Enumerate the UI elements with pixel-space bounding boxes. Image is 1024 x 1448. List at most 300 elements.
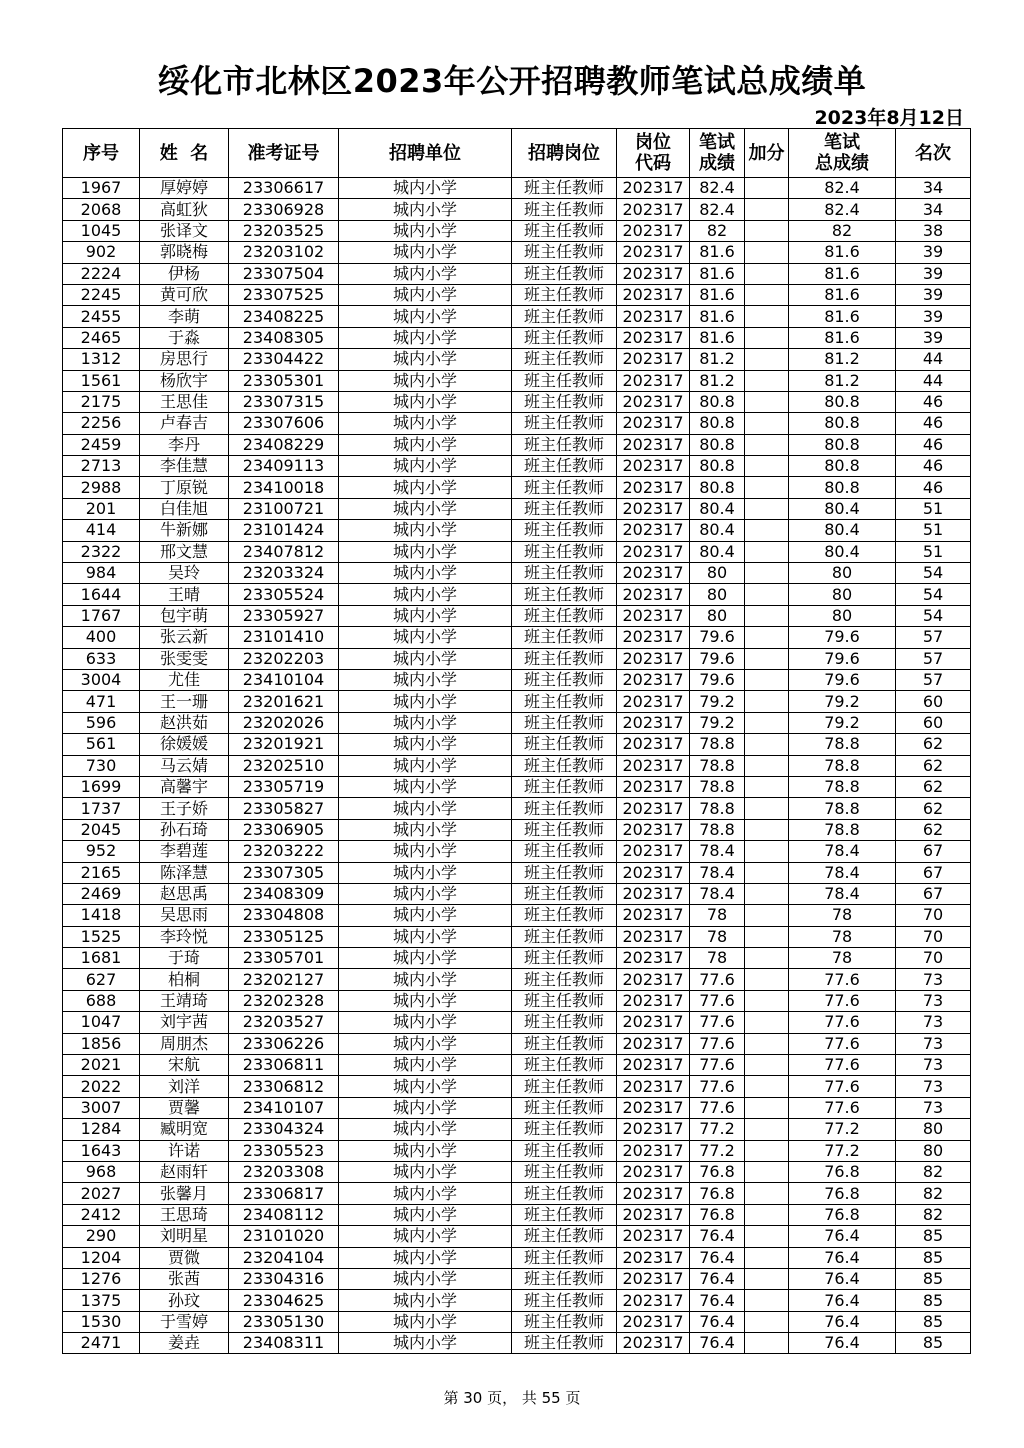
cell-seq: 2245 — [63, 284, 140, 305]
cell-seq: 2022 — [63, 1076, 140, 1097]
cell-seq: 2469 — [63, 883, 140, 904]
cell-rank: 73 — [896, 969, 971, 990]
cell-seq: 1561 — [63, 370, 140, 391]
header-position: 招聘岗位 — [512, 129, 617, 178]
cell-written-score: 82 — [690, 220, 745, 241]
cell-exam-no: 23202203 — [229, 648, 339, 669]
cell-position: 班主任教师 — [512, 1033, 617, 1054]
cell-seq: 1525 — [63, 926, 140, 947]
cell-position-code: 202317 — [617, 434, 690, 455]
cell-rank: 38 — [896, 220, 971, 241]
cell-total-score: 80.8 — [789, 434, 896, 455]
cell-unit: 城内小学 — [339, 391, 512, 412]
cell-total-score: 81.6 — [789, 263, 896, 284]
cell-position: 班主任教师 — [512, 306, 617, 327]
cell-unit: 城内小学 — [339, 349, 512, 370]
cell-total-score: 82.4 — [789, 178, 896, 199]
cell-rank: 85 — [896, 1247, 971, 1268]
cell-position: 班主任教师 — [512, 669, 617, 690]
cell-seq: 2224 — [63, 263, 140, 284]
cell-position-code: 202317 — [617, 1333, 690, 1354]
header-written-score-line2: 成绩 — [699, 153, 735, 174]
cell-total-score: 77.6 — [789, 990, 896, 1011]
cell-name: 王思琦 — [140, 1204, 229, 1225]
cell-exam-no: 23201621 — [229, 691, 339, 712]
cell-rank: 54 — [896, 584, 971, 605]
cell-position-code: 202317 — [617, 1311, 690, 1332]
cell-name: 赵雨轩 — [140, 1161, 229, 1182]
cell-position: 班主任教师 — [512, 1161, 617, 1182]
cell-position-code: 202317 — [617, 862, 690, 883]
table-row — [63, 605, 971, 626]
cell-bonus — [745, 284, 789, 305]
cell-written-score: 80.8 — [690, 434, 745, 455]
cell-written-score: 79.6 — [690, 627, 745, 648]
cell-bonus — [745, 199, 789, 220]
cell-exam-no: 23203222 — [229, 841, 339, 862]
cell-position-code: 202317 — [617, 669, 690, 690]
cell-seq: 2322 — [63, 541, 140, 562]
cell-position: 班主任教师 — [512, 284, 617, 305]
cell-position-code: 202317 — [617, 584, 690, 605]
cell-seq: 1312 — [63, 349, 140, 370]
cell-written-score: 77.6 — [690, 969, 745, 990]
table-row — [63, 1333, 971, 1354]
cell-written-score: 80.8 — [690, 391, 745, 412]
cell-name: 柏桐 — [140, 969, 229, 990]
cell-total-score: 80.4 — [789, 541, 896, 562]
cell-bonus — [745, 1140, 789, 1161]
cell-position: 班主任教师 — [512, 862, 617, 883]
cell-unit: 城内小学 — [339, 413, 512, 434]
cell-position: 班主任教师 — [512, 563, 617, 584]
cell-seq: 1204 — [63, 1247, 140, 1268]
cell-position-code: 202317 — [617, 349, 690, 370]
cell-unit: 城内小学 — [339, 1311, 512, 1332]
cell-total-score: 77.6 — [789, 1076, 896, 1097]
table-row — [63, 883, 971, 904]
cell-rank: 62 — [896, 798, 971, 819]
cell-bonus — [745, 306, 789, 327]
cell-position: 班主任教师 — [512, 691, 617, 712]
cell-position-code: 202317 — [617, 1140, 690, 1161]
cell-rank: 46 — [896, 391, 971, 412]
cell-seq: 3007 — [63, 1097, 140, 1118]
table-row — [63, 841, 971, 862]
cell-rank: 70 — [896, 948, 971, 969]
cell-total-score: 78 — [789, 905, 896, 926]
cell-seq: 730 — [63, 755, 140, 776]
cell-rank: 70 — [896, 905, 971, 926]
cell-written-score: 77.6 — [690, 1033, 745, 1054]
cell-unit: 城内小学 — [339, 1140, 512, 1161]
cell-seq: 1767 — [63, 605, 140, 626]
cell-name: 卢春吉 — [140, 413, 229, 434]
cell-position-code: 202317 — [617, 498, 690, 519]
cell-written-score: 76.8 — [690, 1204, 745, 1225]
table-row — [63, 905, 971, 926]
cell-total-score: 81.6 — [789, 242, 896, 263]
cell-rank: 60 — [896, 712, 971, 733]
cell-seq: 627 — [63, 969, 140, 990]
table-row — [63, 734, 971, 755]
cell-unit: 城内小学 — [339, 563, 512, 584]
cell-rank: 39 — [896, 327, 971, 348]
cell-position-code: 202317 — [617, 327, 690, 348]
cell-position: 班主任教师 — [512, 391, 617, 412]
cell-name: 孙石琦 — [140, 819, 229, 840]
cell-rank: 82 — [896, 1204, 971, 1225]
cell-name: 马云婧 — [140, 755, 229, 776]
cell-exam-no: 23408309 — [229, 883, 339, 904]
table-row — [63, 563, 971, 584]
cell-rank: 51 — [896, 498, 971, 519]
cell-rank: 73 — [896, 1033, 971, 1054]
cell-position-code: 202317 — [617, 627, 690, 648]
cell-position-code: 202317 — [617, 178, 690, 199]
cell-seq: 596 — [63, 712, 140, 733]
cell-rank: 73 — [896, 1012, 971, 1033]
cell-bonus — [745, 862, 789, 883]
cell-position: 班主任教师 — [512, 776, 617, 797]
cell-written-score: 76.4 — [690, 1226, 745, 1247]
cell-bonus — [745, 734, 789, 755]
cell-position: 班主任教师 — [512, 178, 617, 199]
cell-exam-no: 23202328 — [229, 990, 339, 1011]
cell-total-score: 77.6 — [789, 1055, 896, 1076]
cell-position: 班主任教师 — [512, 541, 617, 562]
cell-name: 于淼 — [140, 327, 229, 348]
table-row — [63, 263, 971, 284]
cell-rank: 44 — [896, 349, 971, 370]
cell-seq: 1699 — [63, 776, 140, 797]
table-row — [63, 819, 971, 840]
cell-position-code: 202317 — [617, 456, 690, 477]
cell-seq: 1045 — [63, 220, 140, 241]
cell-seq: 1856 — [63, 1033, 140, 1054]
cell-rank: 85 — [896, 1290, 971, 1311]
cell-exam-no: 23306226 — [229, 1033, 339, 1054]
cell-written-score: 80.4 — [690, 520, 745, 541]
cell-rank: 39 — [896, 263, 971, 284]
cell-position-code: 202317 — [617, 883, 690, 904]
cell-bonus — [745, 563, 789, 584]
cell-name: 郭晓梅 — [140, 242, 229, 263]
cell-rank: 57 — [896, 669, 971, 690]
cell-total-score: 76.4 — [789, 1333, 896, 1354]
cell-seq: 968 — [63, 1161, 140, 1182]
cell-seq: 1375 — [63, 1290, 140, 1311]
cell-name: 李丹 — [140, 434, 229, 455]
cell-name: 贾馨 — [140, 1097, 229, 1118]
cell-total-score: 78.8 — [789, 755, 896, 776]
cell-unit: 城内小学 — [339, 1076, 512, 1097]
cell-name: 刘宇茜 — [140, 1012, 229, 1033]
cell-written-score: 77.6 — [690, 1097, 745, 1118]
cell-name: 王靖琦 — [140, 990, 229, 1011]
cell-name: 赵思禹 — [140, 883, 229, 904]
cell-name: 臧明宽 — [140, 1119, 229, 1140]
table-row — [63, 391, 971, 412]
cell-bonus — [745, 669, 789, 690]
cell-position: 班主任教师 — [512, 1290, 617, 1311]
cell-total-score: 80.8 — [789, 477, 896, 498]
table-body — [63, 178, 971, 1354]
cell-bonus — [745, 776, 789, 797]
table-row — [63, 648, 971, 669]
cell-position: 班主任教师 — [512, 1012, 617, 1033]
cell-position: 班主任教师 — [512, 1311, 617, 1332]
cell-exam-no: 23408112 — [229, 1204, 339, 1225]
cell-total-score: 76.4 — [789, 1268, 896, 1289]
table-row — [63, 1247, 971, 1268]
cell-bonus — [745, 712, 789, 733]
cell-position: 班主任教师 — [512, 734, 617, 755]
cell-position: 班主任教师 — [512, 349, 617, 370]
cell-total-score: 80.8 — [789, 413, 896, 434]
cell-rank: 39 — [896, 242, 971, 263]
cell-seq: 1681 — [63, 948, 140, 969]
cell-bonus — [745, 1268, 789, 1289]
cell-position-code: 202317 — [617, 413, 690, 434]
cell-unit: 城内小学 — [339, 755, 512, 776]
cell-seq: 561 — [63, 734, 140, 755]
cell-exam-no: 23306817 — [229, 1183, 339, 1204]
cell-rank: 46 — [896, 456, 971, 477]
cell-exam-no: 23304808 — [229, 905, 339, 926]
cell-bonus — [745, 242, 789, 263]
cell-written-score: 78.8 — [690, 776, 745, 797]
cell-unit: 城内小学 — [339, 584, 512, 605]
cell-position: 班主任教师 — [512, 1333, 617, 1354]
cell-position-code: 202317 — [617, 520, 690, 541]
cell-written-score: 81.2 — [690, 349, 745, 370]
cell-bonus — [745, 498, 789, 519]
table-row — [63, 456, 971, 477]
cell-exam-no: 23101424 — [229, 520, 339, 541]
cell-unit: 城内小学 — [339, 648, 512, 669]
cell-bonus — [745, 627, 789, 648]
cell-unit: 城内小学 — [339, 370, 512, 391]
cell-bonus — [745, 1290, 789, 1311]
table-row — [63, 584, 971, 605]
cell-bonus — [745, 1076, 789, 1097]
cell-position-code: 202317 — [617, 563, 690, 584]
cell-total-score: 80 — [789, 605, 896, 626]
cell-rank: 34 — [896, 178, 971, 199]
cell-position: 班主任教师 — [512, 1226, 617, 1247]
cell-unit: 城内小学 — [339, 798, 512, 819]
cell-written-score: 78.8 — [690, 755, 745, 776]
cell-written-score: 81.6 — [690, 306, 745, 327]
header-seq: 序号 — [63, 129, 140, 178]
table-row — [63, 990, 971, 1011]
cell-bonus — [745, 1247, 789, 1268]
cell-name: 王思佳 — [140, 391, 229, 412]
cell-unit: 城内小学 — [339, 541, 512, 562]
cell-position-code: 202317 — [617, 1290, 690, 1311]
cell-seq: 2068 — [63, 199, 140, 220]
table-row — [63, 434, 971, 455]
cell-position: 班主任教师 — [512, 841, 617, 862]
cell-bonus — [745, 178, 789, 199]
cell-seq: 2412 — [63, 1204, 140, 1225]
cell-written-score: 78.8 — [690, 798, 745, 819]
cell-position-code: 202317 — [617, 1226, 690, 1247]
table-row — [63, 969, 971, 990]
cell-total-score: 79.6 — [789, 627, 896, 648]
cell-name: 吴思雨 — [140, 905, 229, 926]
header-position-code — [617, 129, 690, 178]
cell-total-score: 80.8 — [789, 391, 896, 412]
cell-unit: 城内小学 — [339, 1119, 512, 1140]
table-row — [63, 1311, 971, 1332]
table-row — [63, 1055, 971, 1076]
cell-position-code: 202317 — [617, 691, 690, 712]
cell-position: 班主任教师 — [512, 1183, 617, 1204]
cell-bonus — [745, 584, 789, 605]
table-row — [63, 306, 971, 327]
cell-exam-no: 23201921 — [229, 734, 339, 755]
cell-exam-no: 23410104 — [229, 669, 339, 690]
table-row — [63, 498, 971, 519]
cell-name: 张茜 — [140, 1268, 229, 1289]
cell-bonus — [745, 477, 789, 498]
table-row — [63, 1097, 971, 1118]
cell-bonus — [745, 370, 789, 391]
cell-name: 包宇萌 — [140, 605, 229, 626]
cell-exam-no: 23305523 — [229, 1140, 339, 1161]
cell-name: 周朋杰 — [140, 1033, 229, 1054]
cell-seq: 1047 — [63, 1012, 140, 1033]
cell-rank: 39 — [896, 284, 971, 305]
cell-written-score: 78.8 — [690, 819, 745, 840]
table-row — [63, 1183, 971, 1204]
cell-total-score: 78.4 — [789, 841, 896, 862]
cell-exam-no: 23408229 — [229, 434, 339, 455]
cell-rank: 73 — [896, 1055, 971, 1076]
cell-unit: 城内小学 — [339, 862, 512, 883]
header-exam-no: 准考证号 — [229, 129, 339, 178]
cell-rank: 62 — [896, 819, 971, 840]
cell-unit: 城内小学 — [339, 284, 512, 305]
cell-unit: 城内小学 — [339, 1290, 512, 1311]
cell-position: 班主任教师 — [512, 905, 617, 926]
cell-bonus — [745, 1161, 789, 1182]
table-row — [63, 862, 971, 883]
cell-written-score: 76.4 — [690, 1268, 745, 1289]
cell-written-score: 78.4 — [690, 883, 745, 904]
cell-rank: 54 — [896, 605, 971, 626]
cell-position-code: 202317 — [617, 734, 690, 755]
cell-rank: 46 — [896, 477, 971, 498]
cell-name: 白佳旭 — [140, 498, 229, 519]
cell-total-score: 76.4 — [789, 1226, 896, 1247]
cell-rank: 51 — [896, 541, 971, 562]
cell-exam-no: 23305130 — [229, 1311, 339, 1332]
cell-seq: 902 — [63, 242, 140, 263]
cell-name: 吴玲 — [140, 563, 229, 584]
cell-written-score: 77.2 — [690, 1140, 745, 1161]
cell-written-score: 79.6 — [690, 669, 745, 690]
cell-total-score: 82.4 — [789, 199, 896, 220]
cell-name: 尤佳 — [140, 669, 229, 690]
cell-name: 李萌 — [140, 306, 229, 327]
cell-rank: 57 — [896, 627, 971, 648]
cell-name: 王子娇 — [140, 798, 229, 819]
cell-exam-no: 23202127 — [229, 969, 339, 990]
cell-name: 厚婷婷 — [140, 178, 229, 199]
cell-exam-no: 23304422 — [229, 349, 339, 370]
cell-seq: 3004 — [63, 669, 140, 690]
cell-total-score: 80 — [789, 584, 896, 605]
cell-position-code: 202317 — [617, 905, 690, 926]
table-row — [63, 284, 971, 305]
table-row — [63, 1204, 971, 1225]
cell-position: 班主任教师 — [512, 712, 617, 733]
cell-position: 班主任教师 — [512, 242, 617, 263]
cell-position-code: 202317 — [617, 990, 690, 1011]
cell-position: 班主任教师 — [512, 1140, 617, 1161]
cell-position: 班主任教师 — [512, 456, 617, 477]
cell-written-score: 80.4 — [690, 541, 745, 562]
cell-unit: 城内小学 — [339, 434, 512, 455]
cell-exam-no: 23204104 — [229, 1247, 339, 1268]
cell-name: 张译文 — [140, 220, 229, 241]
cell-exam-no: 23410018 — [229, 477, 339, 498]
cell-position-code: 202317 — [617, 263, 690, 284]
cell-position-code: 202317 — [617, 1268, 690, 1289]
cell-position: 班主任教师 — [512, 1119, 617, 1140]
cell-name: 高虹狄 — [140, 199, 229, 220]
cell-rank: 67 — [896, 862, 971, 883]
header-total-score-line1: 笔试 — [824, 132, 860, 153]
cell-bonus — [745, 948, 789, 969]
cell-unit: 城内小学 — [339, 1012, 512, 1033]
cell-total-score: 76.8 — [789, 1161, 896, 1182]
cell-written-score: 78.8 — [690, 734, 745, 755]
cell-name: 赵洪茹 — [140, 712, 229, 733]
cell-position-code: 202317 — [617, 220, 690, 241]
cell-name: 孙玟 — [140, 1290, 229, 1311]
cell-name: 张雯雯 — [140, 648, 229, 669]
header-written-score — [690, 129, 745, 178]
cell-unit: 城内小学 — [339, 990, 512, 1011]
cell-position: 班主任教师 — [512, 883, 617, 904]
cell-position: 班主任教师 — [512, 926, 617, 947]
table-row — [63, 948, 971, 969]
cell-written-score: 80.8 — [690, 413, 745, 434]
cell-total-score: 79.2 — [789, 712, 896, 733]
header-unit: 招聘单位 — [339, 129, 512, 178]
cell-exam-no: 23410107 — [229, 1097, 339, 1118]
cell-position-code: 202317 — [617, 1204, 690, 1225]
cell-seq: 1530 — [63, 1311, 140, 1332]
cell-position: 班主任教师 — [512, 990, 617, 1011]
table-row — [63, 1290, 971, 1311]
cell-bonus — [745, 391, 789, 412]
cell-position-code: 202317 — [617, 1055, 690, 1076]
table-row — [63, 798, 971, 819]
cell-unit: 城内小学 — [339, 520, 512, 541]
cell-position: 班主任教师 — [512, 627, 617, 648]
cell-unit: 城内小学 — [339, 242, 512, 263]
cell-exam-no: 23304324 — [229, 1119, 339, 1140]
cell-rank: 80 — [896, 1140, 971, 1161]
table-row — [63, 520, 971, 541]
cell-unit: 城内小学 — [339, 456, 512, 477]
cell-unit: 城内小学 — [339, 627, 512, 648]
